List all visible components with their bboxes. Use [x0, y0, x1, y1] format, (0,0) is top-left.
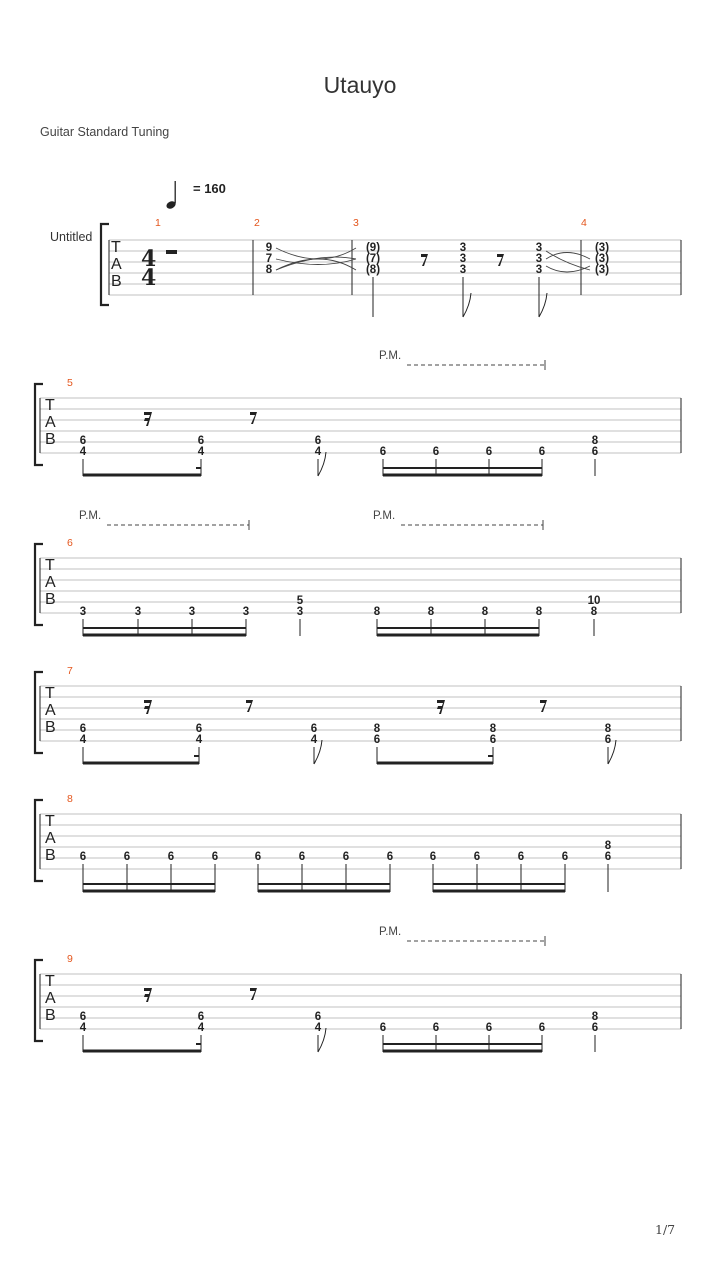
svg-text:8: 8	[604, 723, 612, 735]
svg-text:6: 6	[604, 734, 612, 746]
svg-text:6: 6	[373, 734, 381, 746]
tab-letter-a: A	[45, 702, 56, 719]
svg-text:6: 6	[591, 1022, 599, 1034]
svg-text:6: 6	[79, 851, 87, 863]
svg-text:3: 3	[79, 606, 87, 618]
palm-mute-label: P.M.	[373, 510, 396, 522]
svg-text:(9): (9)	[365, 242, 381, 254]
palm-mute-label: P.M.	[79, 510, 102, 522]
tab-letter-b: B	[45, 1007, 56, 1024]
svg-text:6: 6	[604, 851, 612, 863]
svg-text:8: 8	[590, 606, 598, 618]
time-sig-top: 4	[141, 246, 157, 272]
measure-number: 3	[353, 217, 359, 229]
tab-letter-t: T	[45, 973, 55, 990]
svg-text:6: 6	[485, 446, 493, 458]
svg-text:3: 3	[535, 242, 543, 254]
svg-text:3: 3	[535, 253, 543, 265]
svg-text:10: 10	[587, 595, 601, 607]
tempo-note-icon	[165, 181, 177, 210]
svg-text:6: 6	[310, 723, 318, 735]
system-4	[35, 665, 681, 764]
svg-text:8: 8	[591, 1011, 599, 1023]
svg-text:6: 6	[379, 1022, 387, 1034]
svg-text:8: 8	[265, 264, 273, 276]
svg-text:8: 8	[373, 606, 381, 618]
svg-text:4: 4	[314, 446, 322, 458]
tab-letter-a: A	[111, 256, 122, 273]
svg-text:3: 3	[134, 606, 142, 618]
time-sig-bottom: 4	[141, 265, 157, 291]
svg-text:6: 6	[489, 734, 497, 746]
system-2	[35, 350, 681, 476]
svg-text:6: 6	[379, 446, 387, 458]
svg-text:(3): (3)	[594, 264, 610, 276]
svg-text:6: 6	[473, 851, 481, 863]
svg-text:6: 6	[211, 851, 219, 863]
measure-number: 6	[67, 537, 73, 549]
svg-text:6: 6	[432, 446, 440, 458]
svg-text:6: 6	[195, 723, 203, 735]
svg-text:4: 4	[197, 1022, 205, 1034]
svg-text:6: 6	[432, 1022, 440, 1034]
svg-text:6: 6	[314, 1011, 322, 1023]
svg-text:5: 5	[296, 595, 304, 607]
tab-letter-t: T	[45, 557, 55, 574]
system-1	[101, 217, 681, 317]
song-title: Utauyo	[323, 72, 397, 98]
measure-number: 4	[581, 217, 587, 229]
svg-text:6: 6	[79, 723, 87, 735]
svg-text:9: 9	[265, 242, 273, 254]
svg-text:3: 3	[459, 242, 467, 254]
tab-letter-t: T	[45, 813, 55, 830]
svg-text:8: 8	[427, 606, 435, 618]
measure-number: 1	[155, 217, 161, 229]
svg-text:6: 6	[591, 446, 599, 458]
tab-letter-b: B	[45, 719, 56, 736]
tab-letter-b: B	[45, 431, 56, 448]
svg-text:6: 6	[314, 435, 322, 447]
svg-text:3: 3	[535, 264, 543, 276]
svg-text:7: 7	[265, 253, 273, 265]
svg-text:3: 3	[242, 606, 250, 618]
svg-text:3: 3	[459, 264, 467, 276]
svg-text:6: 6	[517, 851, 525, 863]
svg-text:(8): (8)	[365, 264, 381, 276]
measure-number: 9	[67, 953, 73, 965]
half-rest	[166, 250, 177, 254]
svg-text:6: 6	[167, 851, 175, 863]
svg-text:3: 3	[459, 253, 467, 265]
svg-text:6: 6	[298, 851, 306, 863]
system-5	[35, 793, 681, 892]
svg-text:4: 4	[195, 734, 203, 746]
svg-text:8: 8	[604, 840, 612, 852]
tab-letter-a: A	[45, 990, 56, 1007]
svg-text:4: 4	[79, 1022, 87, 1034]
tab-letter-t: T	[111, 239, 121, 256]
svg-text:6: 6	[79, 1011, 87, 1023]
svg-text:6: 6	[561, 851, 569, 863]
svg-text:6: 6	[538, 446, 546, 458]
svg-text:6: 6	[429, 851, 437, 863]
svg-text:8: 8	[481, 606, 489, 618]
svg-text:4: 4	[314, 1022, 322, 1034]
page-number: 1/7	[655, 1222, 676, 1237]
tuning-label: Guitar Standard Tuning	[40, 125, 170, 139]
svg-text:6: 6	[197, 435, 205, 447]
svg-text:6: 6	[538, 1022, 546, 1034]
system-bracket	[101, 224, 109, 305]
svg-text:4: 4	[310, 734, 318, 746]
svg-text:6: 6	[386, 851, 394, 863]
svg-text:6: 6	[197, 1011, 205, 1023]
svg-text:6: 6	[123, 851, 131, 863]
svg-text:6: 6	[254, 851, 262, 863]
tab-letter-a: A	[45, 574, 56, 591]
svg-text:(3): (3)	[594, 242, 610, 254]
tab-letter-b: B	[111, 273, 122, 290]
measure-number: 5	[67, 377, 73, 389]
tab-letter-a: A	[45, 414, 56, 431]
tab-letter-t: T	[45, 397, 55, 414]
palm-mute-label: P.M.	[379, 926, 402, 938]
svg-text:(3): (3)	[594, 253, 610, 265]
measure-number: 2	[254, 217, 260, 229]
svg-text:4: 4	[79, 734, 87, 746]
svg-text:4: 4	[197, 446, 205, 458]
tab-letter-b: B	[45, 591, 56, 608]
system-6	[35, 926, 681, 1052]
svg-text:3: 3	[296, 606, 304, 618]
svg-text:6: 6	[342, 851, 350, 863]
system-3	[35, 510, 681, 636]
svg-text:8: 8	[373, 723, 381, 735]
tempo-value: = 160	[193, 181, 226, 196]
tab-letter-t: T	[45, 685, 55, 702]
svg-text:6: 6	[79, 435, 87, 447]
svg-text:8: 8	[489, 723, 497, 735]
svg-text:6: 6	[485, 1022, 493, 1034]
measure-number: 7	[67, 665, 73, 677]
svg-text:4: 4	[79, 446, 87, 458]
tab-letter-a: A	[45, 830, 56, 847]
svg-text:(7): (7)	[365, 253, 381, 265]
measure-number: 8	[67, 793, 73, 805]
palm-mute-label: P.M.	[379, 350, 402, 362]
svg-text:8: 8	[535, 606, 543, 618]
svg-text:8: 8	[591, 435, 599, 447]
svg-text:3: 3	[188, 606, 196, 618]
track-name: Untitled	[50, 230, 93, 244]
tab-letter-b: B	[45, 847, 56, 864]
